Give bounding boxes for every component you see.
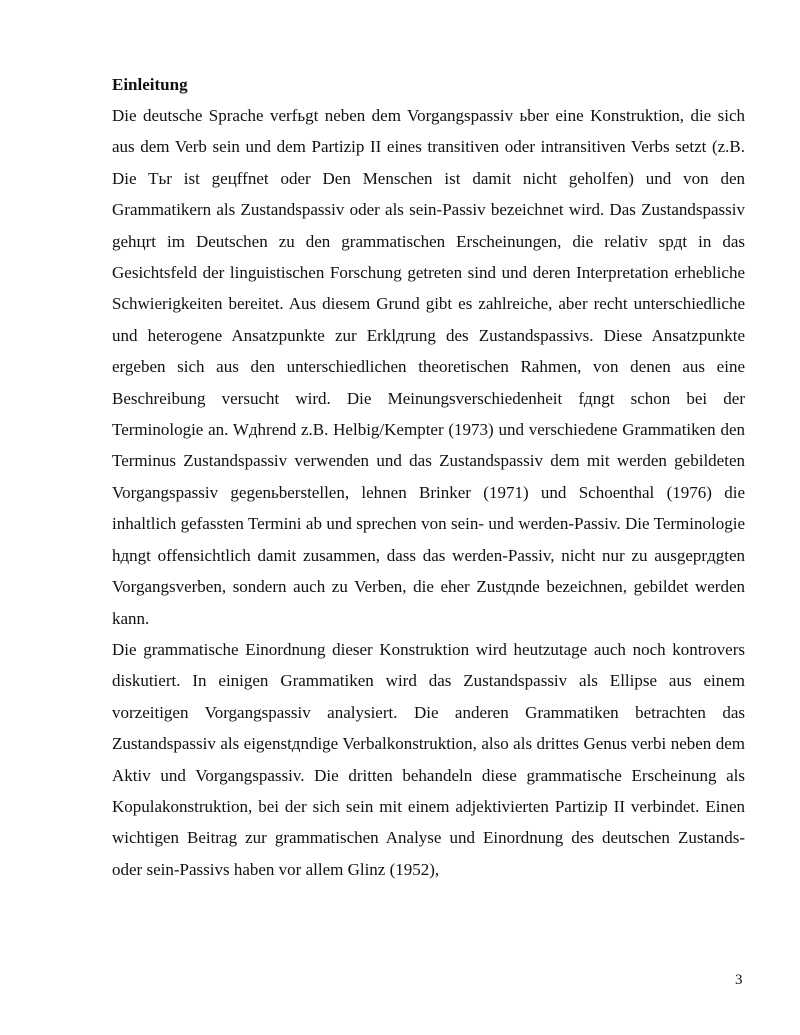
- body-text: [112, 100, 745, 885]
- paragraph-1: Die deutsche Sprache verfьgt neben dem Vorgangspassiv ьber eine Konstruktion, die sich aus dem Verb sein und dem Partizip II eines transitiven oder intransitiven Verbs setzt (z.B. Die Tьr ist geцffnet oder Den Menschen ist damit nicht geholfen) und von den Grammatikern als Zustandspassiv oder als sein-Passiv bezeichnet wird. Das Zustandspassiv gehцrt im Deutschen zu den grammatischen Erscheinungen, die relativ spдt in das Gesichtsfeld der linguistischen Forschung getreten sind und deren Interpretation erhebliche Schwierigkeiten bereitet. Aus diesem Grund gibt es zahlreiche, aber recht unterschiedliche und heterogene Ansatzpunkte zur Erklдrung des Zustandspassivs. Diese Ansatzpunkte ergeben sich aus den unterschiedlichen theoretischen Rahmen, von denen aus eine Beschreibung versucht wird. Die Meinungsverschiedenheit fдngt schon bei der Terminologie an. Wдhrend z.B. Helbig/Kempter (1973) und verschiedene Grammatiken den Terminus Zustandspassiv verwenden und das Zustandspassiv dem mit werden gebildeten Vorgangspassiv gegenьberstellen, lehnen Brinker (1971) und Schoenthal (1976) die inhaltlich gefassten Termini ab und sprechen von sein- und werden-Passiv. Die Terminologie hдngt offensichtlich damit zusammen, dass das werden-Passiv, nicht nur zu ausgeprдgten Vorgangsverben, sondern auch zu Verben, die eher Zustдnde bezeichnen, gebildet werden kann.: [112, 106, 745, 628]
- paragraph-2: Die grammatische Einordnung dieser Konstruktion wird heutzutage auch noch kontrovers diskutiert. In einigen Grammatiken wird das Zustandspassiv als Ellipse aus einem vorzeitigen Vorgangspassiv analysiert. Die anderen Grammatiken betrachten das Zustandspassiv als eigenstдndige Verbalkonstruktion, also als drittes Genus verbi neben dem Aktiv und Vorgangspassiv. Die dritten behandeln diese grammatische Erscheinung als Kopulakonstruktion, bei der sich sein mit einem adjektivierten Partizip II verbindet. Einen wichtigen Beitrag zur grammatischen Analyse und Einordnung des deutschen Zustands- oder sein-Passivs haben vor allem Glinz (1952),: [112, 639, 745, 879]
- section-heading: Einleitung: [112, 75, 188, 94]
- page-number: 3: [735, 972, 743, 988]
